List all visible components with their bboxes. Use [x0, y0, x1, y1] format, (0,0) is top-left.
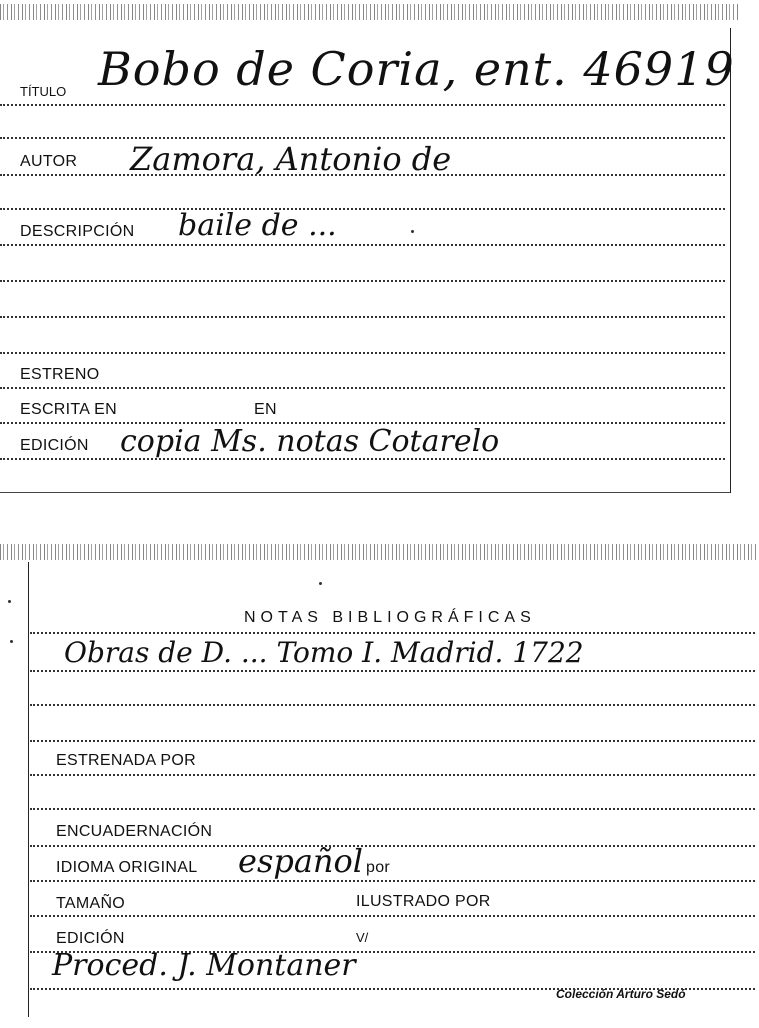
rule-b2 [30, 670, 755, 672]
collection-credit: Colección Arturo Sedó [556, 987, 686, 1001]
rule-4 [0, 316, 725, 318]
rule-b4 [30, 740, 755, 742]
titulo-value: Bobo de Coria, ent. 46919 [98, 42, 735, 96]
rule-2 [0, 208, 725, 210]
rule-b1 [30, 632, 755, 634]
por-label: por [366, 859, 391, 876]
titulo-label: TÍTULO [20, 84, 67, 99]
scan-speck-1 [8, 600, 11, 603]
estrenada-por-label: ESTRENADA POR [56, 752, 196, 769]
idioma-value: español [238, 842, 364, 880]
rule-b11 [30, 988, 755, 990]
notas-heading: NOTAS BIBLIOGRÁFICAS [244, 609, 536, 626]
en-label: EN [254, 401, 277, 418]
edicion-bottom-label: EDICIÓN [56, 930, 125, 947]
rule-edicion-top [0, 458, 725, 460]
scan-speck-3 [319, 582, 322, 585]
bottom-card-left-edge [28, 562, 29, 1017]
edicion-mark: V/ [356, 930, 369, 945]
rule-5 [0, 352, 725, 354]
edicion-top-value: copia Ms. notas Cotarelo [120, 424, 500, 459]
encuadernacion-label: ENCUADERNACIÓN [56, 823, 213, 840]
idioma-label: IDIOMA ORIGINAL [56, 859, 198, 876]
scan-speck-2 [10, 640, 13, 643]
top-card-right-edge [730, 28, 731, 493]
autor-value: Zamora, Antonio de [130, 140, 452, 178]
descripcion-label: DESCRIPCIÓN [20, 223, 135, 240]
descripcion-value: baile de ... [178, 208, 337, 243]
scan-noise-top [0, 4, 740, 20]
rule-b8 [30, 880, 755, 882]
edicion-top-label: EDICIÓN [20, 437, 89, 454]
rule-1 [0, 137, 725, 139]
rule-b9 [30, 915, 755, 917]
rule-b7 [30, 845, 755, 847]
edicion-bottom-value: Proced. J. Montaner [52, 948, 356, 983]
rule-autor [0, 174, 725, 176]
escrita-en-label: ESCRITA EN [20, 401, 117, 418]
top-card-bottom-edge [0, 492, 730, 493]
ilustrado-por-label: ILUSTRADO POR [356, 893, 491, 910]
scan-noise-bottom [0, 544, 759, 560]
estreno-label: ESTRENO [20, 366, 100, 383]
ink-dot [411, 230, 414, 233]
autor-label: AUTOR [20, 153, 78, 170]
tamano-label: TAMAÑO [56, 895, 126, 912]
rule-b6 [30, 808, 755, 810]
rule-estreno [0, 387, 725, 389]
rule-3 [0, 280, 725, 282]
notas-value: Obras de D. ... Tomo I. Madrid. 1722 [64, 636, 584, 669]
rule-b3 [30, 704, 755, 706]
rule-b5 [30, 774, 755, 776]
rule-descripcion [0, 244, 725, 246]
rule-titulo [0, 104, 725, 106]
